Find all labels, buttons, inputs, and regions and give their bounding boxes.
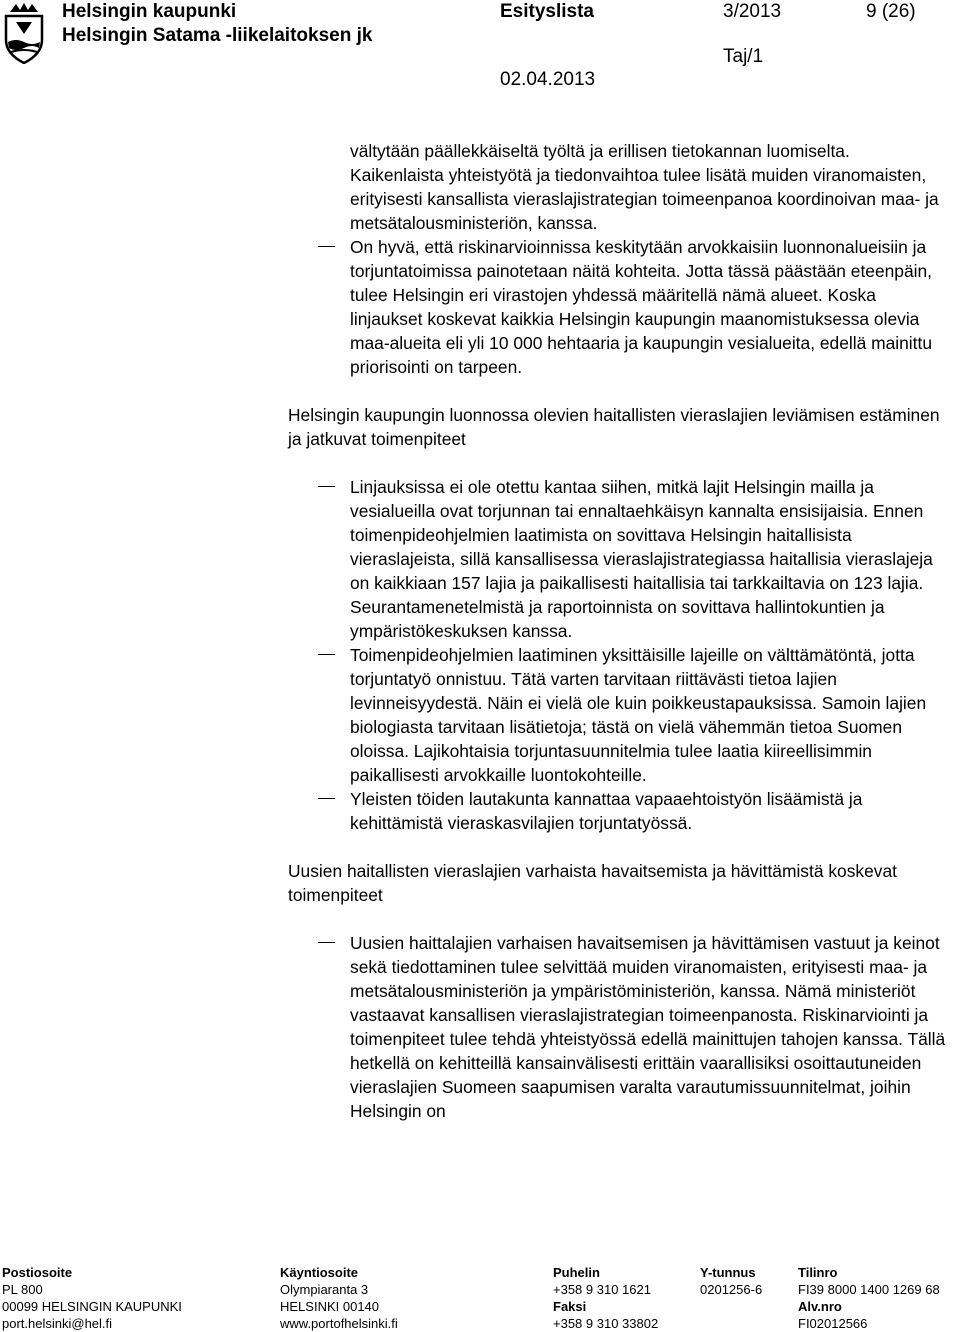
section-heading: Helsingin kaupungin luonnossa olevien haitallisten vieraslajien leviämisen estäminen ja jatkuvat toimenpiteet xyxy=(288,405,940,449)
list-item-text: Toimenpideohjelmien laatiminen yksittäisille lajeille on välttämätöntä, jotta torjuntatyö onnistuu. Tätä varten tarvitaan riittävästi tietoa lajien levinneisyydestä. Näin ei vielä ole kuin poikkeustapauksissa. Samoin lajien biologiasta tarvitaan lisätietoja; tästä on vielä vähemmän tietoa Suomen oloissa. Lajikohtaisia torjuntasuunnitelmia tulee laatia kiireellisimmin paikallisesti arvokkaille luontokohteille. xyxy=(350,645,927,785)
bullet-list-2 xyxy=(288,475,948,835)
list-item-text: On hyvä, että riskinarvioinnissa keskitytään arvokkaisiin luonnonalueisiin ja torjuntatoimissa painotetaan näitä kohteita. Jotta tässä päästään eteenpäin, tulee Helsingin eri virastojen yhdessä määritellä nämä alueet. Koska linjaukset koskevat kaikkia Helsingin kaupungin maanomistuksessa olevia maa-alueita eli yli 10 000 hehtaaria ja kaupungin vesialueita, edellä mainittu priorisointi on tarpeen. xyxy=(350,237,933,377)
list-item xyxy=(288,787,948,835)
footer-text: FI02012566 xyxy=(798,1316,868,1331)
dash-bullet-icon xyxy=(318,654,335,655)
document-number: 3/2013 xyxy=(723,1,782,22)
bullet-list-3 xyxy=(288,931,948,1123)
footer-postal-address xyxy=(2,1264,182,1332)
footer-text: +358 9 310 1621 xyxy=(553,1282,651,1297)
footer-visiting-address xyxy=(280,1264,398,1332)
page-number: 9 (26) xyxy=(866,1,916,22)
footer-text: HELSINKI 00140 xyxy=(280,1299,380,1314)
footer-email: port.helsinki@hel.fi xyxy=(2,1316,113,1331)
document-date: 02.04.2013 xyxy=(500,69,596,90)
list-item-text: Uusien haittalajien varhaisen havaitsemisen ja hävittämisen vastuut ja keinot sekä tiedottaminen tulee selvittää muiden viranomaisten, erityisesti maa- ja metsätalousministeriön ja ympäristöministeriön, kanssa. Nämä ministeriöt vastaavat kansallisen vieraslajistrategian toimeenpanosta. Riskinarviointi ja toimenpiteet tulee tehdä yhteistyössä edellä mainittujen tahojen kanssa. Tällä hetkellä on kehitteillä kansainvälisesti erittäin vaarallisiksi osoittautuneiden vieraslajien Suomeen saapumisen varalta varautumissuunnitelmat, joihin Helsingin on xyxy=(350,933,946,1121)
footer-account xyxy=(798,1264,940,1332)
document-type: Esityslista xyxy=(500,1,594,22)
list-item xyxy=(288,235,948,379)
footer-website: www.portofhelsinki.fi xyxy=(280,1316,398,1331)
footer-text: +358 9 310 33802 xyxy=(553,1316,659,1331)
footer-heading: Y-tunnus xyxy=(700,1265,756,1280)
footer-heading: Tilinro xyxy=(798,1265,838,1280)
footer-text: 00099 HELSINGIN KAUPUNKI xyxy=(2,1299,182,1314)
dash-bullet-icon xyxy=(318,942,335,943)
org-line-1: Helsingin kaupunki xyxy=(62,1,237,22)
helsinki-coat-of-arms-logo xyxy=(2,2,46,64)
agenda-item: Taj/1 xyxy=(723,46,764,67)
footer-heading: Alv.nro xyxy=(798,1299,842,1314)
document-body xyxy=(288,139,948,1123)
list-item xyxy=(288,643,948,787)
footer-heading: Käyntiosoite xyxy=(280,1265,359,1280)
list-item xyxy=(288,931,948,1123)
footer-phone xyxy=(553,1264,658,1332)
list-item-text: Linjauksissa ei ole otettu kantaa siihen, mitkä lajit Helsingin mailla ja vesialueilla ovat torjunnan tai ennaltaehkäisyn kannalta ensisijaisia. Ennen toimenpideohjelmien laatimista on sovittava Helsingin haitallisista vieraslajeista, sillä kansallisessa vieraslajistrategiassa haitallisia vieraslajeja on kaikkiaan 157 lajia ja paikallisesti haitallisia tai tarkkailtavia on 123 lajia. Seurantamenetelmistä ja raportoinnista on sovittava hallintokuntien ja ympäristökeskuksen kanssa. xyxy=(350,477,933,641)
dash-bullet-icon xyxy=(318,246,335,247)
dash-bullet-icon xyxy=(318,486,335,487)
footer-heading: Postiosoite xyxy=(2,1265,73,1280)
organization-name xyxy=(62,0,372,48)
bullet-list-1 xyxy=(288,235,948,379)
list-item xyxy=(288,475,948,643)
footer-heading: Faksi xyxy=(553,1299,587,1314)
footer-text: 0201256-6 xyxy=(700,1282,763,1297)
footer-text: Olympiaranta 3 xyxy=(280,1282,369,1297)
footer-business-id xyxy=(700,1264,762,1298)
footer-text: FI39 8000 1400 1269 68 xyxy=(798,1282,940,1297)
list-item-text: Yleisten töiden lautakunta kannattaa vapaaehtoistyön lisäämistä ja kehittämistä vieraskasvilajien torjuntatyössä. xyxy=(350,789,863,833)
footer-heading: Puhelin xyxy=(553,1265,600,1280)
paragraph-continuation: vältytään päällekkäiseltä työltä ja erillisen tietokannan luomiselta. Kaikenlaista yhteistyötä ja tiedonvaihtoa tulee lisätä muiden viranomaisten, erityisesti kansallista vieraslajistrategian toimeenpanoa koordinoivan maa- ja metsätalousministeriön, kanssa. xyxy=(350,141,939,233)
footer-text: PL 800 xyxy=(2,1282,43,1297)
org-line-2: Helsingin Satama -liikelaitoksen jk xyxy=(62,25,373,46)
dash-bullet-icon xyxy=(318,798,335,799)
section-heading: Uusien haitallisten vieraslajien varhaista havaitsemista ja hävittämistä koskevat toimenpiteet xyxy=(288,861,897,905)
